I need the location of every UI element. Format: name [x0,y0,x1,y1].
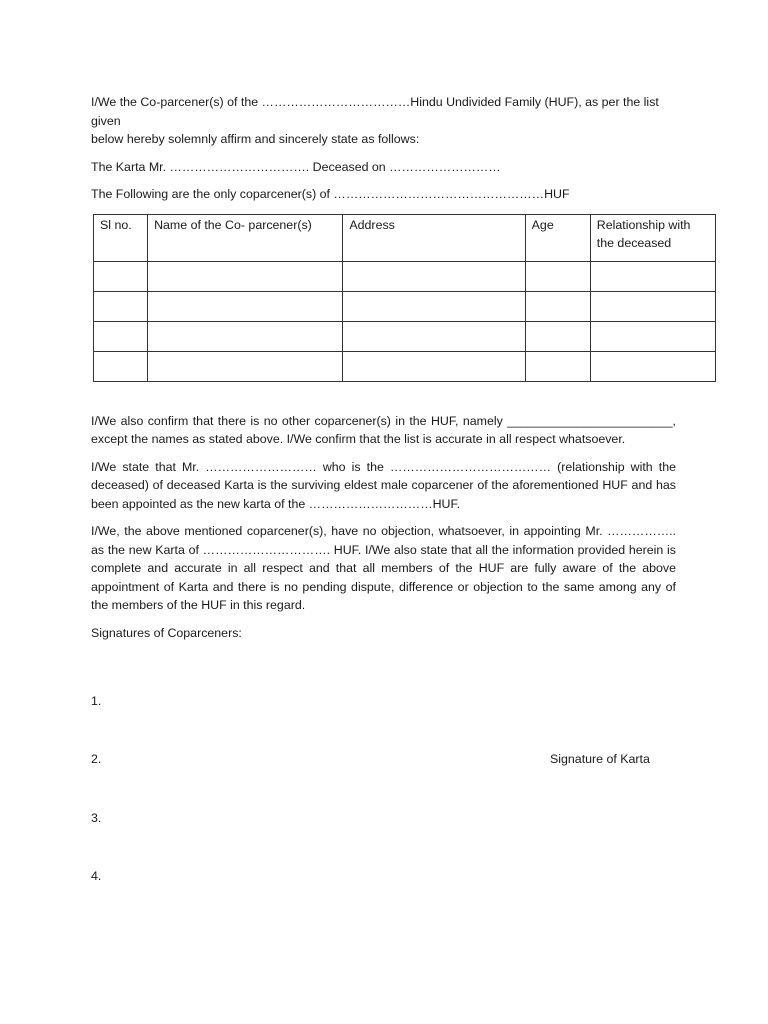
header-relationship: Relationship with the deceased [590,214,715,261]
table-cell[interactable] [590,321,715,351]
signatures-heading: Signatures of Coparceners: [91,625,242,640]
signature-number-3: 3. [91,811,102,825]
table-row [94,261,716,291]
signature-block [91,652,676,912]
table-cell[interactable] [94,261,148,291]
karta-signature-label: Signature of Karta [550,752,650,766]
affidavit-page [91,93,691,912]
intro-paragraph [91,93,676,149]
header-name: Name of the Co- parcener(s) [148,214,343,261]
coparceners-table [93,214,716,382]
table-cell[interactable] [590,291,715,321]
table-cell[interactable] [343,321,525,351]
table-row [94,291,716,321]
table-cell[interactable] [525,351,590,381]
header-age: Age [525,214,590,261]
signature-number-4: 4. [91,869,102,883]
table-cell[interactable] [525,291,590,321]
signature-number-2: 2. [91,752,102,766]
intro-line-2: below hereby solemnly affirm and sincerely state as follows: [91,132,420,146]
table-cell[interactable] [148,351,343,381]
table-cell[interactable] [148,321,343,351]
table-row [94,351,716,381]
table-row [94,321,716,351]
karta-line: The Karta Mr. ……………………………. Deceased on ……………………… [91,159,501,174]
following-line: The Following are the only coparcener(s) of ……………………………………………HUF [91,187,570,201]
table-cell[interactable] [94,291,148,321]
table-cell[interactable] [148,261,343,291]
table-cell[interactable] [590,261,715,291]
state-paragraph: I/We state that Mr. ……………………… who is the ………………………………… (relationship with the deceased) of deceased Karta is the surviving eldest male coparcener of the aforementioned HUF and has been appointed as the new karta of the …………………………HUF. [91,459,676,511]
table-cell[interactable] [525,321,590,351]
header-address: Address [343,214,525,261]
intro-line-1: I/We the Co-parcener(s) of the ………………………………Hindu Undivided Family (HUF), as per the list given [91,95,659,128]
signature-number-1: 1. [91,694,102,708]
table-cell[interactable] [590,351,715,381]
table-cell[interactable] [94,321,148,351]
table-header-row [94,214,716,261]
objection-paragraph: I/We, the above mentioned coparcener(s), have no objection, whatsoever, in appointing Mr. …………….. as the new Karta of …………………………. HUF. I/We also state that all the information provided herein is complete and accurate in all respect and that all members of the HUF are fully aware of the above appointment of Karta and there is no pending dispute, difference or objection to the same among any of the members of the HUF in this regard. [91,524,676,612]
header-sl-no: Sl no. [94,214,148,261]
confirm-paragraph: I/We also confirm that there is no other coparcener(s) in the HUF, namely ________________________, except the names as stated above. I/We confirm that the list is accurate in all respect whatsoever. [91,413,676,446]
table-cell[interactable] [148,291,343,321]
table-cell[interactable] [94,351,148,381]
table-cell[interactable] [525,261,590,291]
table-cell[interactable] [343,291,525,321]
table-cell[interactable] [343,261,525,291]
table-cell[interactable] [343,351,525,381]
